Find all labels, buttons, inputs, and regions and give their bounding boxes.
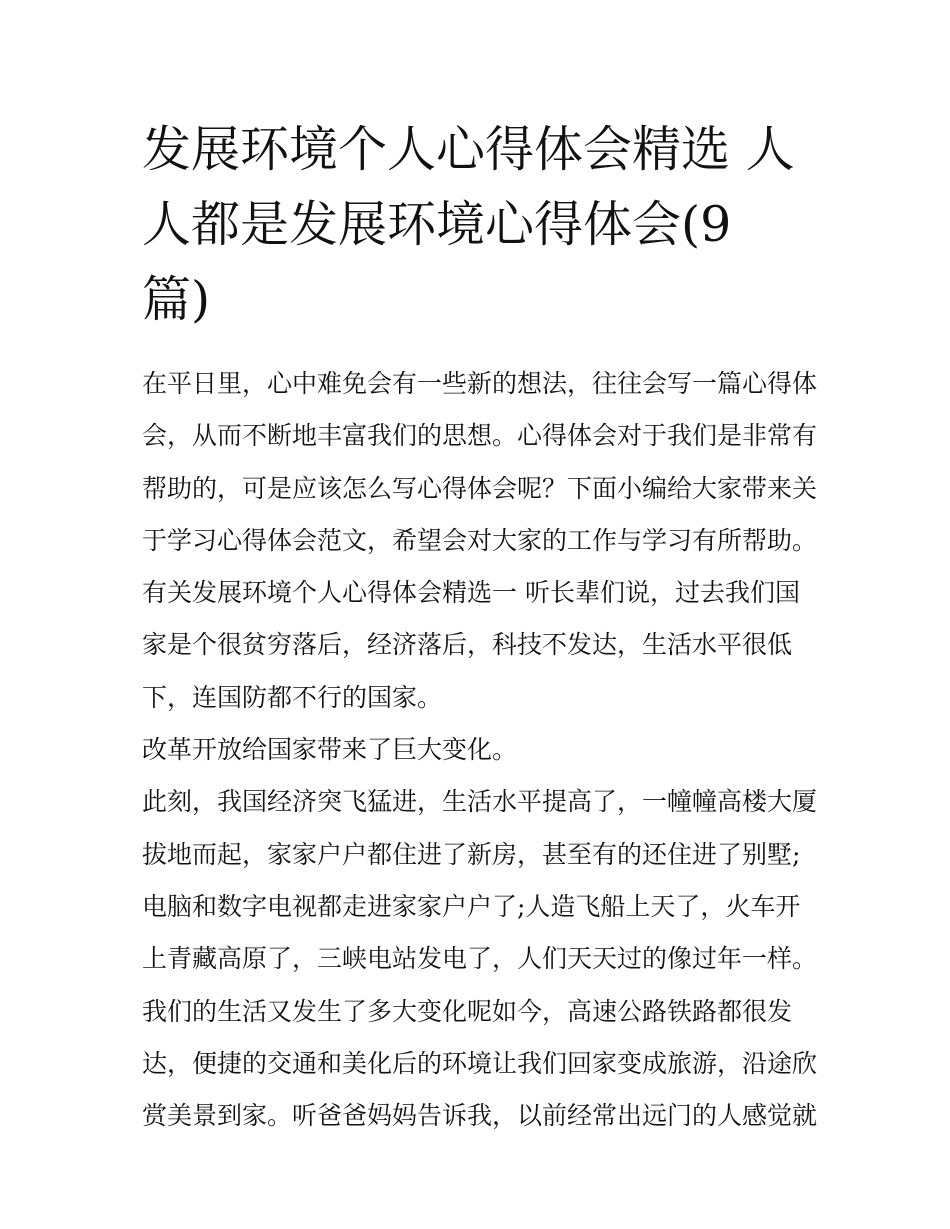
body-line: 拔地而起，家家户户都住进了新房，甚至有的还住进了别墅; — [142, 839, 801, 869]
document-title — [142, 112, 795, 337]
title-line: 篇) — [142, 271, 211, 328]
document-body — [142, 358, 817, 1142]
body-line: 家是个很贫穷落后，经济落后，科技不发达，生活水平很低 — [142, 630, 793, 660]
body-line: 有关发展环境个人心得体会精选一 听长辈们说，过去我们国 — [142, 578, 800, 608]
body-line: 达，便捷的交通和美化后的环境让我们回家变成旅游，沿途欣 — [142, 1048, 818, 1078]
title-line: 人都是发展环境心得体会(9 — [142, 196, 732, 253]
body-line: 改革开放给国家带来了巨大变化。 — [142, 735, 518, 765]
body-line: 上青藏高原了，三峡电站发电了，人们天天过的像过年一样。 — [142, 944, 818, 974]
body-line: 我们的生活又发生了多大变化呢如今，高速公路铁路都很发 — [142, 996, 793, 1026]
body-line: 会，从而不断地丰富我们的思想。心得体会对于我们是非常有 — [142, 421, 818, 451]
title-line: 发展环境个人心得体会精选 人 — [142, 121, 795, 178]
body-line: 赏美景到家。听爸爸妈妈告诉我，以前经常出远门的人感觉就 — [142, 1101, 818, 1131]
body-line: 电脑和数字电视都走进家家户户了;人造飞船上天了，火车开 — [142, 891, 801, 921]
body-line: 下，连国防都不行的国家。 — [142, 682, 443, 712]
body-line: 此刻，我国经济突飞猛进，生活水平提高了，一幢幢高楼大厦 — [142, 787, 818, 817]
body-line: 在平日里，心中难免会有一些新的想法，往往会写一篇心得体 — [142, 369, 818, 398]
body-line: 帮助的，可是应该怎么写心得体会呢？下面小编给大家带来关 — [142, 473, 818, 503]
body-line: 于学习心得体会范文，希望会对大家的工作与学习有所帮助。 — [142, 525, 818, 555]
